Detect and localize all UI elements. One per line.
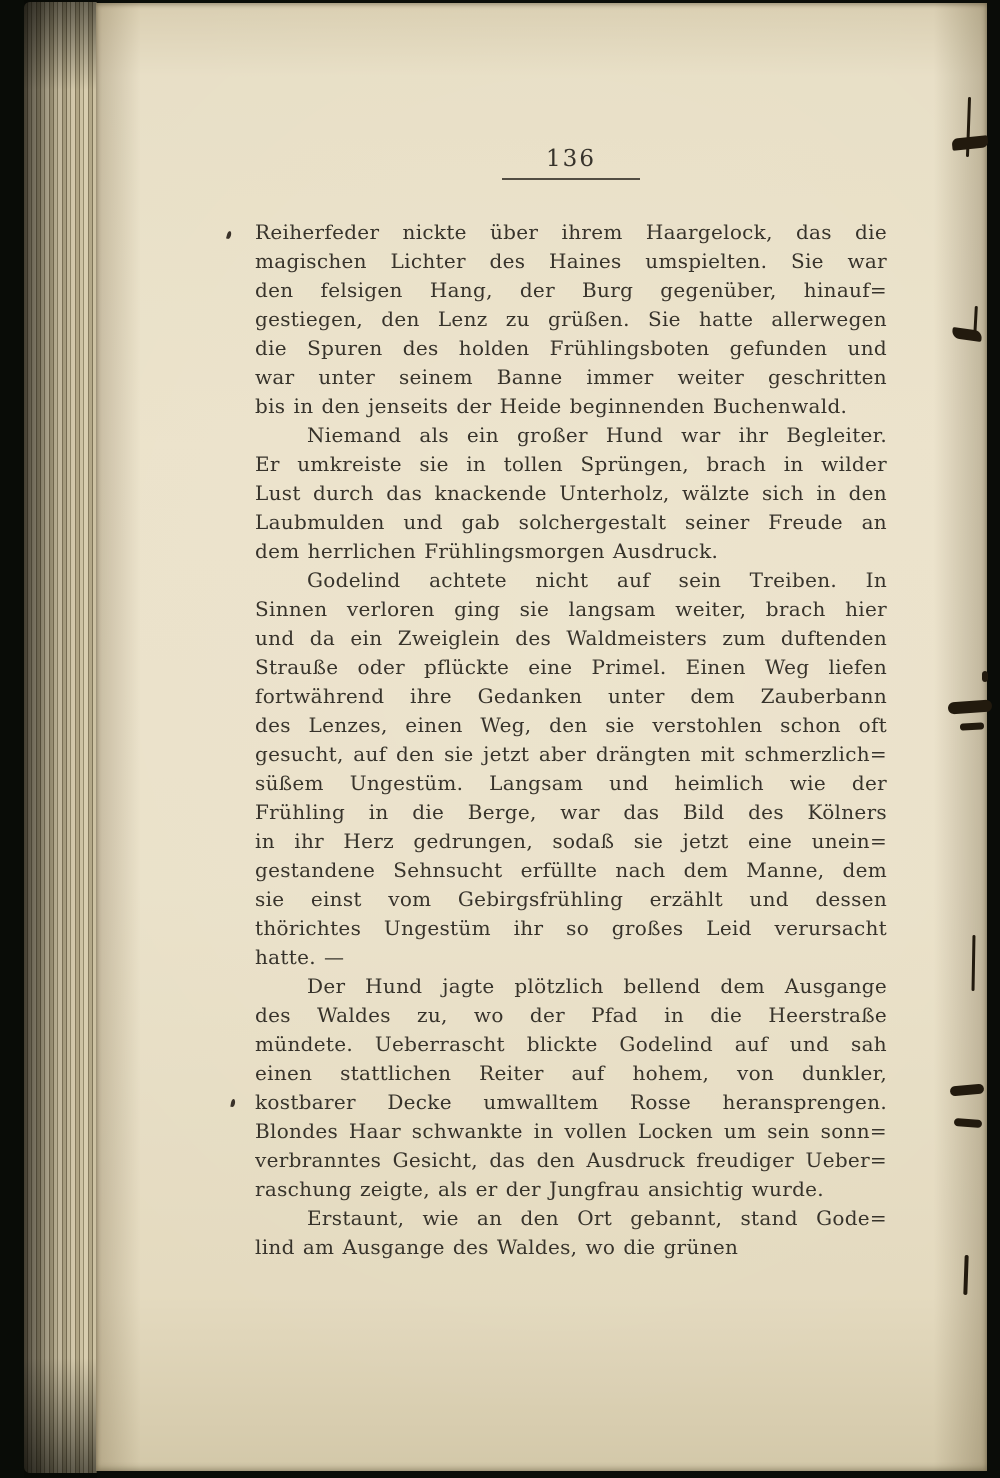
stitch-mark — [954, 1118, 982, 1128]
page-stack-edges — [24, 2, 97, 1473]
text-block — [255, 146, 887, 1262]
text-line: gestandene Sehnsucht erfüllte nach dem Manne, dem — [255, 858, 887, 882]
text-line: Godelind achtete nicht auf sein Treiben. In — [307, 568, 887, 592]
stitch-mark — [960, 722, 984, 730]
text-line: dem herrlichen Frühlingsmorgen Ausdruck. — [255, 539, 719, 563]
stitch-mark — [951, 135, 988, 151]
text-line: Laubmulden und gab solchergestalt seiner Freude an — [255, 510, 887, 534]
stitch-mark — [948, 699, 993, 714]
text-line: Blondes Haar schwankte in vollen Locken um sein sonn= — [255, 1119, 887, 1143]
stitch-mark — [982, 671, 988, 682]
text-line: mündete. Ueberrascht blickte Godelind auf und sah — [255, 1032, 887, 1056]
text-line: den felsigen Hang, der Burg gegenüber, hinauf= — [255, 278, 887, 302]
text-line: des Lenzes, einen Weg, den sie verstohlen schon oft — [255, 713, 887, 737]
text-line: Der Hund jagte plötzlich bellend dem Ausgange — [307, 974, 887, 998]
text-line: einen stattlichen Reiter auf hohem, von dunkler, — [255, 1061, 887, 1085]
text-line: thörichtes Ungestüm ihr so großes Leid verursacht — [255, 916, 887, 940]
text-line: lind am Ausgange des Waldes, wo die grünen — [255, 1235, 739, 1259]
text-line: verbranntes Gesicht, das den Ausdruck freudiger Ueber= — [255, 1148, 887, 1172]
text-line: hatte. — — [255, 945, 345, 969]
stitch-mark — [950, 1084, 985, 1097]
page-stack-shadow-top — [24, 0, 97, 90]
text-line: Er umkreiste sie in tollen Sprüngen, brach in wilder — [255, 452, 887, 476]
text-line: Niemand als ein großer Hund war ihr Begleiter. — [307, 423, 887, 447]
stitch-mark — [951, 327, 982, 342]
page-number: 136 — [546, 146, 596, 172]
text-line: bis in den jenseits der Heide beginnenden Buchenwald. — [255, 394, 848, 418]
text-line: süßem Ungestüm. Langsam und heimlich wie der — [255, 771, 887, 795]
text-line: Sinnen verloren ging sie langsam weiter, brach hier — [255, 597, 887, 621]
page-text — [255, 218, 887, 1262]
text-line: sie einst vom Gebirgsfrühling erzählt und dessen — [255, 887, 887, 911]
stitch-mark — [963, 1255, 968, 1295]
text-line: gesucht, auf den sie jetzt aber drängten mit schmerzlich= — [255, 742, 887, 766]
text-line: kostbarer Decke umwalltem Rosse heransprengen. — [255, 1090, 887, 1114]
stitch-mark — [972, 935, 976, 991]
text-line: war unter seinem Banne immer weiter geschritten — [255, 365, 887, 389]
text-line: Strauße oder pflückte eine Primel. Einen Weg liefen — [255, 655, 887, 679]
text-line: Reiherfeder nickte über ihrem Haargelock, das die — [255, 220, 887, 244]
text-line: raschung zeigte, als er der Jungfrau ansichtig wurde. — [255, 1177, 824, 1201]
page-number-rule — [502, 178, 640, 180]
text-line: Frühling in die Berge, war das Bild des Kölners — [255, 800, 887, 824]
page-stack-shadow-bottom — [24, 1358, 97, 1478]
text-line: gestiegen, den Lenz zu grüßen. Sie hatte allerwegen — [255, 307, 887, 331]
text-line: Lust durch das knackende Unterholz, wälzte sich in den — [255, 481, 887, 505]
paper-speck — [230, 1099, 235, 1108]
text-line: Erstaunt, wie an den Ort gebannt, stand Gode= — [307, 1206, 887, 1230]
text-line: des Waldes zu, wo der Pfad in die Heerstraße — [255, 1003, 887, 1027]
paper-speck — [226, 231, 232, 240]
text-line: magischen Lichter des Haines umspielten. Sie war — [255, 249, 887, 273]
book-page — [96, 3, 987, 1471]
text-line: fortwährend ihre Gedanken unter dem Zauberbann — [255, 684, 887, 708]
text-line: in ihr Herz gedrungen, sodaß sie jetzt eine unein= — [255, 829, 887, 853]
text-line: und da ein Zweiglein des Waldmeisters zum duftenden — [255, 626, 887, 650]
text-line: die Spuren des holden Frühlingsboten gefunden und — [255, 336, 887, 360]
